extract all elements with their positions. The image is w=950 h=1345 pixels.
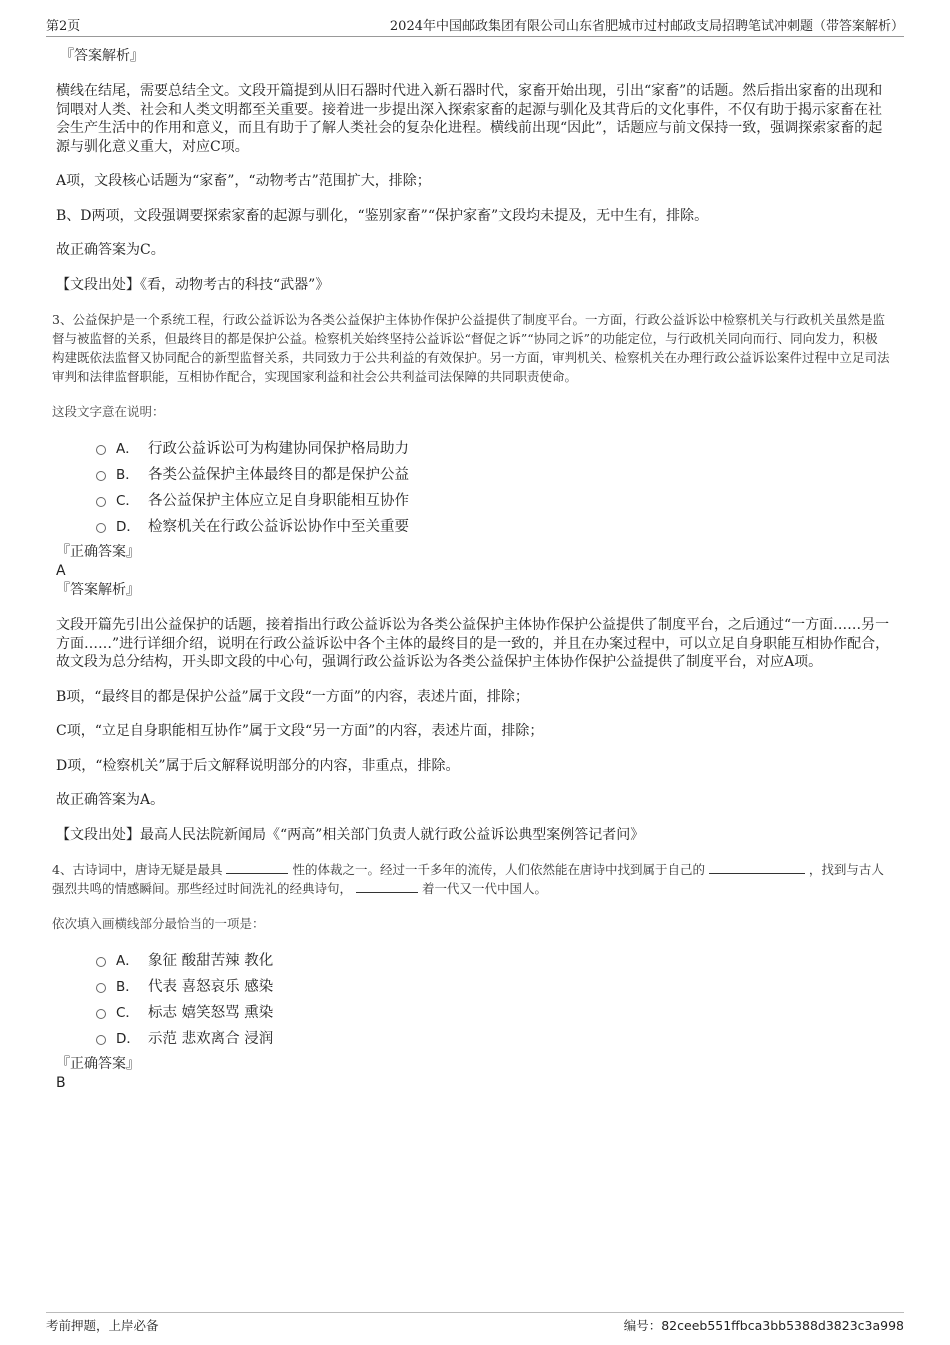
options-list xyxy=(96,946,890,1050)
answer-label: 『正确答案』 xyxy=(56,544,140,560)
blank-1 xyxy=(226,861,288,874)
radio-icon[interactable] xyxy=(96,523,106,533)
option-a[interactable]: A． 行政公益诉讼可为构建协同保护格局助力 xyxy=(96,434,890,460)
option-d[interactable]: D． 检察机关在行政公益诉讼协作中至关重要 xyxy=(96,512,890,538)
answer-value: A xyxy=(56,563,66,579)
page-header xyxy=(46,14,904,37)
footer-slogan: 考前押题，上岸必备 xyxy=(46,1318,159,1333)
radio-icon[interactable] xyxy=(96,983,106,993)
options-list xyxy=(96,434,890,538)
source-citation: 【文段出处】《看，动物考古的科技“武器”》 xyxy=(56,276,330,293)
radio-icon[interactable] xyxy=(96,497,106,507)
radio-icon[interactable] xyxy=(96,1009,106,1019)
question-prompt: 这段文字意在说明： xyxy=(52,404,165,419)
radio-icon[interactable] xyxy=(96,1035,106,1045)
document-title: 2024年中国邮政集团有限公司山东省肥城市过村邮政支局招聘笔试冲刺题（带答案解析） xyxy=(389,19,904,34)
analysis-paragraph: C项，“立足自身职能相互协作”属于文段“另一方面”的内容，表述片面，排除； xyxy=(56,723,544,739)
analysis-label: 『答案解析』 xyxy=(60,48,144,64)
analysis-label: 『答案解析』 xyxy=(56,582,140,598)
answer-label: 『正确答案』 xyxy=(56,1056,140,1072)
analysis-paragraph: D项，“检察机关”属于后文解释说明部分的内容，非重点，排除。 xyxy=(56,757,460,774)
question-text: 4、古诗词中，唐诗无疑是最具 性的体裁之一。经过一千多年的流传，人们依然能在唐诗中找到属于自己的 ，找到与古人强烈共鸣的情感瞬间。那些经过时间洗礼的经典诗句， 着一代又一代中国人。 xyxy=(52,862,884,896)
analysis-paragraph: 横线在结尾，需要总结全文。文段开篇提到从旧石器时代进入新石器时代，家畜开始出现，引出“家畜”的话题。然后指出家畜的出现和饲喂对人类、社会和人类文明都至关重要。接着进一步提出深入探索家畜的起源与驯化及其背后的文化事件，不仅有助于揭示家畜在社会生产生活中的作用和意义，而且有助于了解人类社会的复杂化进程。横线前出现“因此”，话题应与前文保持一致，强调探索家畜的起源与驯化意义重大，对应C项。 xyxy=(56,83,883,155)
question-prompt: 依次填入画横线部分最恰当的一项是： xyxy=(52,916,265,931)
document-id: 编号：82ceeb551ffbca3bb5388d3823c3a998 xyxy=(623,1318,904,1333)
analysis-paragraph: 文段开篇先引出公益保护的话题，接着指出行政公益诉讼为各类公益保护主体协作保护公益提供了制度平台，之后通过“一方面……另一方面……”进行详细介绍，说明在行政公益诉讼中各个主体的最终目的是一致的，并且在办案过程中，可以立足自身职能互相协作配合，故文段为总分结构，开头即文段的中心句，强调行政公益诉讼为各类公益保护主体协作保护公益提供了制度平台，对应A项。 xyxy=(56,617,890,670)
page-footer xyxy=(46,1312,904,1334)
analysis-paragraph: B项，“最终目的都是保护公益”属于文段“一方面”的内容，表述片面，排除； xyxy=(56,688,529,705)
option-b[interactable]: B． 各类公益保护主体最终目的都是保护公益 xyxy=(96,460,890,486)
radio-icon[interactable] xyxy=(96,957,106,967)
answer-value: B xyxy=(56,1075,66,1091)
page-number: 第2页 xyxy=(46,19,81,34)
analysis-paragraph: B、D两项，文段强调要探索家畜的起源与驯化，“鉴别家畜”“保护家畜”文段均未提及，无中生有，排除。 xyxy=(56,207,709,224)
question-text: 3、公益保护是一个系统工程，行政公益诉讼为各类公益保护主体协作保护公益提供了制度平台。一方面，行政公益诉讼中检察机关与行政机关虽然是监督与被监督的关系，但最终目的都是保护公益。检察机关始终坚持公益诉讼“督促之诉”“协同之诉”的功能定位，与行政机关同向而行、同向发力，积极构建既依法监督又协同配合的新型监督关系，共同致力于公共利益的有效保护。另一方面，审判机关、检察机关在办理行政公益诉讼案件过程中立足司法审判和法律监督职能，互相协作配合，实现国家利益和社会公共利益司法保障的共同职责使命。 xyxy=(52,312,890,384)
option-d[interactable]: D． 示范 悲欢离合 浸润 xyxy=(96,1024,890,1050)
option-a[interactable]: A． 象征 酸甜苦辣 教化 xyxy=(96,946,890,972)
option-b[interactable]: B． 代表 喜怒哀乐 感染 xyxy=(96,972,890,998)
radio-icon[interactable] xyxy=(96,471,106,481)
source-citation: 【文段出处】最高人民法院新闻局《“两高”相关部门负责人就行政公益诉讼典型案例答记者问》 xyxy=(56,826,645,843)
option-c[interactable]: C． 各公益保护主体应立足自身职能相互协作 xyxy=(96,486,890,512)
blank-2 xyxy=(709,861,805,874)
page-content xyxy=(52,46,890,1092)
radio-icon[interactable] xyxy=(96,445,106,455)
analysis-paragraph: 故正确答案为A。 xyxy=(56,792,165,808)
blank-3 xyxy=(356,880,418,893)
option-c[interactable]: C． 标志 嬉笑怒骂 熏染 xyxy=(96,998,890,1024)
analysis-paragraph: A项，文段核心话题为“家畜”，“动物考古”范围扩大，排除； xyxy=(56,173,431,189)
analysis-paragraph: 故正确答案为C。 xyxy=(56,242,165,258)
